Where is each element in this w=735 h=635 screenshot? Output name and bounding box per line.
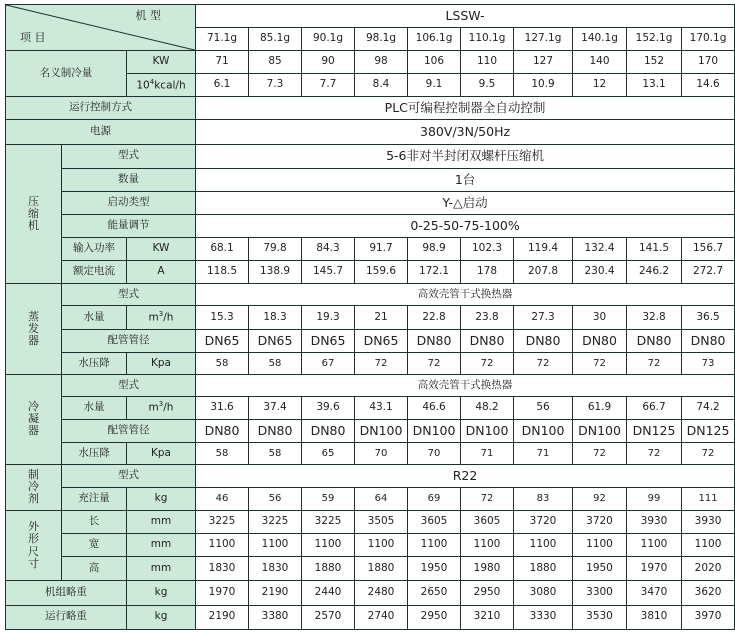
- model-cell: 170.1g: [682, 28, 735, 51]
- group-label-char: 器: [28, 334, 39, 348]
- group-label-char: 凝: [28, 412, 39, 426]
- value-cell: 72: [408, 353, 461, 375]
- value-cell: DN65: [249, 330, 302, 353]
- value-cell: 2020: [682, 556, 735, 580]
- value-cell: 3330: [514, 605, 573, 630]
- unit-label: [127, 396, 196, 419]
- value-cell: 98: [355, 51, 408, 74]
- table-row: [6, 533, 735, 556]
- value-cell: 119.4: [514, 237, 573, 260]
- value-cell: 3720: [573, 510, 627, 533]
- value-cell: 14.6: [682, 74, 735, 97]
- value-cell: 2740: [355, 605, 408, 630]
- value-cell: 7.3: [249, 74, 302, 97]
- value-cell: 102.3: [461, 237, 514, 260]
- group-label-char: 器: [28, 424, 39, 438]
- value-cell: 1100: [573, 533, 627, 556]
- model-cell: 85.1g: [249, 28, 302, 51]
- value-cell: 71: [196, 51, 249, 74]
- row-label: 高: [62, 556, 127, 580]
- table-row: [6, 464, 735, 487]
- value-cell: 1100: [408, 533, 461, 556]
- item-header-label: 项 目: [20, 31, 46, 44]
- value-cell: 6.1: [196, 74, 249, 97]
- value-cell: DN80: [408, 330, 461, 353]
- unit-exponent: 3: [158, 400, 164, 409]
- value-cell: DN125: [627, 419, 682, 442]
- value-cell: 110: [461, 51, 514, 74]
- value-cell: 90: [302, 51, 355, 74]
- value-cell: 3930: [627, 510, 682, 533]
- value-cell: 72: [627, 353, 682, 375]
- value-cell: 74.2: [682, 396, 735, 419]
- value-cell: DN80: [196, 419, 249, 442]
- row-label: 启动类型: [62, 191, 196, 214]
- value-cell: 15.3: [196, 305, 249, 329]
- value-cell: 21: [355, 305, 408, 329]
- table-row: [6, 284, 735, 306]
- value-cell: 3605: [408, 510, 461, 533]
- value-cell: 1880: [355, 556, 408, 580]
- row-label: 机组略重: [6, 581, 127, 605]
- row-label: 额定电流: [62, 260, 127, 283]
- value-cell: 19.3: [302, 305, 355, 329]
- value-cell: 118.5: [196, 260, 249, 283]
- value-cell: 37.4: [249, 396, 302, 419]
- unit-label: mm: [127, 510, 196, 533]
- table-row: [6, 5, 735, 28]
- value-cell: 30: [573, 305, 627, 329]
- unit-exponent: 4: [149, 77, 155, 86]
- value-cell: DN80: [249, 419, 302, 442]
- value-cell: 58: [249, 353, 302, 375]
- value-cell: 1950: [573, 556, 627, 580]
- value-cell: 156.7: [682, 237, 735, 260]
- value-cell: 2190: [196, 605, 249, 630]
- merged-value: 0-25-50-75-100%: [196, 214, 735, 237]
- value-cell: 3380: [249, 605, 302, 630]
- row-label: 数量: [62, 168, 196, 191]
- value-cell: 73: [682, 353, 735, 375]
- group-label-char: 蒸: [28, 309, 39, 323]
- value-cell: 2650: [408, 581, 461, 605]
- value-cell: 9.5: [461, 74, 514, 97]
- value-cell: 32.8: [627, 305, 682, 329]
- value-cell: 1100: [302, 533, 355, 556]
- value-cell: 59: [302, 487, 355, 510]
- value-cell: 2440: [302, 581, 355, 605]
- value-cell: 1970: [627, 556, 682, 580]
- value-cell: 71: [461, 442, 514, 464]
- unit-label: kg: [127, 487, 196, 510]
- control-value: PLC可编程控制器全自动控制: [196, 97, 735, 120]
- group-label-char: 寸: [28, 556, 39, 570]
- value-cell: 111: [682, 487, 735, 510]
- value-cell: DN100: [408, 419, 461, 442]
- unit-base: m: [148, 311, 159, 324]
- value-cell: 56: [514, 396, 573, 419]
- table-row: [6, 214, 735, 237]
- dimensions-group-label: [6, 510, 62, 580]
- value-cell: 2950: [461, 581, 514, 605]
- value-cell: 3620: [682, 581, 735, 605]
- value-cell: 1980: [461, 556, 514, 580]
- power-value: 380V/3N/50Hz: [196, 120, 735, 144]
- table-row: [6, 510, 735, 533]
- row-label: 输入功率: [62, 237, 127, 260]
- row-label: 能量调节: [62, 214, 196, 237]
- power-label: 电源: [6, 120, 196, 144]
- value-cell: 2950: [408, 605, 461, 630]
- value-cell: DN100: [573, 419, 627, 442]
- unit-label: [127, 74, 196, 97]
- value-cell: 18.3: [249, 305, 302, 329]
- group-label-char: 冷: [28, 480, 39, 494]
- spec-table-body: [6, 5, 735, 630]
- value-cell: 46.6: [408, 396, 461, 419]
- value-cell: DN125: [682, 419, 735, 442]
- value-cell: 145.7: [302, 260, 355, 283]
- value-cell: 1100: [355, 533, 408, 556]
- group-label-char: 尺: [28, 544, 39, 558]
- value-cell: 98.9: [408, 237, 461, 260]
- value-cell: 207.8: [514, 260, 573, 283]
- table-row: [6, 419, 735, 442]
- row-label: 长: [62, 510, 127, 533]
- value-cell: 127: [514, 51, 573, 74]
- value-cell: 43.1: [355, 396, 408, 419]
- header-corner: [6, 5, 195, 50]
- value-cell: 9.1: [408, 74, 461, 97]
- table-row: [6, 144, 735, 168]
- unit-label: [127, 305, 196, 329]
- value-cell: 230.4: [573, 260, 627, 283]
- value-cell: 66.7: [627, 396, 682, 419]
- value-cell: 13.1: [627, 74, 682, 97]
- value-cell: 2570: [302, 605, 355, 630]
- value-cell: 56: [249, 487, 302, 510]
- value-cell: 10.9: [514, 74, 573, 97]
- row-label: 型式: [62, 464, 196, 487]
- unit-label: A: [127, 260, 196, 283]
- group-label-char: 形: [28, 532, 39, 546]
- table-row: [6, 442, 735, 464]
- value-cell: DN100: [514, 419, 573, 442]
- table-row: [6, 305, 735, 329]
- value-cell: 1100: [461, 533, 514, 556]
- merged-value: 高效壳管干式换热器: [196, 375, 735, 397]
- row-label: 充注量: [62, 487, 127, 510]
- row-label: 水量: [62, 396, 127, 419]
- row-label: 型式: [62, 144, 196, 168]
- value-cell: 272.7: [682, 260, 735, 283]
- value-cell: 2190: [249, 581, 302, 605]
- value-cell: 64: [355, 487, 408, 510]
- group-label-char: 机: [28, 218, 39, 232]
- value-cell: 61.9: [573, 396, 627, 419]
- table-row: [6, 97, 735, 120]
- row-label: 型式: [62, 375, 196, 397]
- value-cell: 65: [302, 442, 355, 464]
- table-row: [6, 581, 735, 605]
- row-label: 配管管径: [62, 330, 196, 353]
- value-cell: DN80: [514, 330, 573, 353]
- value-cell: 72: [682, 442, 735, 464]
- merged-value: 1台: [196, 168, 735, 191]
- table-row: [6, 51, 735, 74]
- unit-label: kg: [127, 605, 196, 630]
- table-row: [6, 353, 735, 375]
- model-cell: 152.1g: [627, 28, 682, 51]
- unit-rest: /h: [163, 311, 174, 324]
- value-cell: 3210: [461, 605, 514, 630]
- group-label-char: 发: [28, 321, 39, 335]
- model-cell: 127.1g: [514, 28, 573, 51]
- value-cell: 92: [573, 487, 627, 510]
- value-cell: 3810: [627, 605, 682, 630]
- value-cell: DN100: [461, 419, 514, 442]
- value-cell: 46: [196, 487, 249, 510]
- value-cell: 8.4: [355, 74, 408, 97]
- table-row: [6, 556, 735, 580]
- value-cell: 3530: [573, 605, 627, 630]
- model-cell: 140.1g: [573, 28, 627, 51]
- condenser-group-label: [6, 375, 62, 465]
- value-cell: 1970: [196, 581, 249, 605]
- value-cell: 72: [514, 353, 573, 375]
- value-cell: 3300: [573, 581, 627, 605]
- table-row: [6, 605, 735, 630]
- value-cell: 138.9: [249, 260, 302, 283]
- value-cell: DN65: [196, 330, 249, 353]
- evaporator-group-label: [6, 284, 62, 375]
- row-label: 型式: [62, 284, 196, 306]
- unit-base: m: [148, 401, 159, 414]
- spec-table: [5, 4, 735, 630]
- unit-rest: kcal/h: [154, 79, 186, 92]
- value-cell: 3505: [355, 510, 408, 533]
- value-cell: 3225: [249, 510, 302, 533]
- value-cell: 3225: [302, 510, 355, 533]
- value-cell: 1830: [249, 556, 302, 580]
- value-cell: DN80: [627, 330, 682, 353]
- value-cell: 246.2: [627, 260, 682, 283]
- value-cell: 27.3: [514, 305, 573, 329]
- value-cell: 3970: [682, 605, 735, 630]
- row-label: 运行略重: [6, 605, 127, 630]
- value-cell: DN65: [302, 330, 355, 353]
- table-row: [6, 191, 735, 214]
- table-row: [6, 120, 735, 144]
- value-cell: 84.3: [302, 237, 355, 260]
- value-cell: 1100: [682, 533, 735, 556]
- row-label: 水量: [62, 305, 127, 329]
- unit-exponent: 3: [158, 309, 164, 318]
- unit-label: KW: [127, 51, 196, 74]
- value-cell: DN80: [682, 330, 735, 353]
- value-cell: 70: [355, 442, 408, 464]
- unit-label: Kpa: [127, 353, 196, 375]
- row-label: 水压降: [62, 353, 127, 375]
- merged-value: Y-△启动: [196, 191, 735, 214]
- merged-value: R22: [196, 464, 735, 487]
- model-cell: 71.1g: [196, 28, 249, 51]
- model-cell: 98.1g: [355, 28, 408, 51]
- value-cell: 58: [196, 353, 249, 375]
- value-cell: 1880: [302, 556, 355, 580]
- value-cell: 3720: [514, 510, 573, 533]
- value-cell: 141.5: [627, 237, 682, 260]
- value-cell: DN65: [355, 330, 408, 353]
- table-row: [6, 375, 735, 397]
- value-cell: 70: [408, 442, 461, 464]
- value-cell: 1100: [196, 533, 249, 556]
- value-cell: 85: [249, 51, 302, 74]
- table-row: [6, 168, 735, 191]
- value-cell: 3470: [627, 581, 682, 605]
- table-row: [6, 330, 735, 353]
- unit-label: Kpa: [127, 442, 196, 464]
- value-cell: 72: [461, 487, 514, 510]
- value-cell: 83: [514, 487, 573, 510]
- compressor-group-label: [6, 144, 62, 284]
- value-cell: 72: [573, 353, 627, 375]
- unit-label: KW: [127, 237, 196, 260]
- value-cell: 3930: [682, 510, 735, 533]
- header-corner-cell: [6, 5, 196, 51]
- value-cell: 152: [627, 51, 682, 74]
- value-cell: 1100: [514, 533, 573, 556]
- value-cell: 170: [682, 51, 735, 74]
- model-cell: 110.1g: [461, 28, 514, 51]
- value-cell: 39.6: [302, 396, 355, 419]
- value-cell: 1100: [627, 533, 682, 556]
- unit-label: mm: [127, 533, 196, 556]
- value-cell: 31.6: [196, 396, 249, 419]
- model-cell: 90.1g: [302, 28, 355, 51]
- group-label-char: 剂: [28, 492, 39, 506]
- value-cell: DN80: [461, 330, 514, 353]
- table-row: [6, 260, 735, 283]
- value-cell: 3225: [196, 510, 249, 533]
- group-label-char: 压: [28, 194, 39, 208]
- value-cell: 58: [249, 442, 302, 464]
- value-cell: 99: [627, 487, 682, 510]
- model-header-label: 机 型: [135, 9, 162, 22]
- row-label: 配管管径: [62, 419, 196, 442]
- value-cell: 58: [196, 442, 249, 464]
- value-cell: 3080: [514, 581, 573, 605]
- value-cell: 1100: [249, 533, 302, 556]
- refrigerant-group-label: [6, 464, 62, 510]
- row-label: 水压降: [62, 442, 127, 464]
- value-cell: 23.8: [461, 305, 514, 329]
- value-cell: 79.8: [249, 237, 302, 260]
- control-label: 运行控制方式: [6, 97, 196, 120]
- unit-rest: /h: [163, 401, 174, 414]
- value-cell: DN80: [302, 419, 355, 442]
- value-cell: 72: [461, 353, 514, 375]
- value-cell: 72: [355, 353, 408, 375]
- series-name: LSSW-: [196, 5, 735, 28]
- value-cell: 67: [302, 353, 355, 375]
- value-cell: 12: [573, 74, 627, 97]
- unit-base: 10: [136, 79, 150, 92]
- value-cell: 22.8: [408, 305, 461, 329]
- value-cell: 159.6: [355, 260, 408, 283]
- value-cell: DN80: [573, 330, 627, 353]
- merged-value: 5-6非对半封闭双螺杆压缩机: [196, 144, 735, 168]
- value-cell: 48.2: [461, 396, 514, 419]
- cooling-label: 名义制冷量: [6, 51, 127, 97]
- value-cell: 1830: [196, 556, 249, 580]
- value-cell: 7.7: [302, 74, 355, 97]
- row-label: 宽: [62, 533, 127, 556]
- value-cell: 3605: [461, 510, 514, 533]
- unit-label: kg: [127, 581, 196, 605]
- value-cell: 178: [461, 260, 514, 283]
- value-cell: 2480: [355, 581, 408, 605]
- value-cell: 69: [408, 487, 461, 510]
- value-cell: 1950: [408, 556, 461, 580]
- value-cell: 72: [627, 442, 682, 464]
- merged-value: 高效壳管干式换热器: [196, 284, 735, 306]
- value-cell: 1880: [514, 556, 573, 580]
- value-cell: 72: [573, 442, 627, 464]
- table-row: [6, 396, 735, 419]
- value-cell: 71: [514, 442, 573, 464]
- value-cell: 68.1: [196, 237, 249, 260]
- unit-label: mm: [127, 556, 196, 580]
- value-cell: 91.7: [355, 237, 408, 260]
- group-label-char: 缩: [28, 206, 39, 220]
- value-cell: 140: [573, 51, 627, 74]
- value-cell: 132.4: [573, 237, 627, 260]
- value-cell: DN100: [355, 419, 408, 442]
- group-label-char: 制: [28, 468, 39, 482]
- table-row: [6, 487, 735, 510]
- group-label-char: 外: [28, 520, 39, 534]
- value-cell: 106: [408, 51, 461, 74]
- model-cell: 106.1g: [408, 28, 461, 51]
- value-cell: 36.5: [682, 305, 735, 329]
- value-cell: 172.1: [408, 260, 461, 283]
- table-row: [6, 237, 735, 260]
- group-label-char: 冷: [28, 400, 39, 414]
